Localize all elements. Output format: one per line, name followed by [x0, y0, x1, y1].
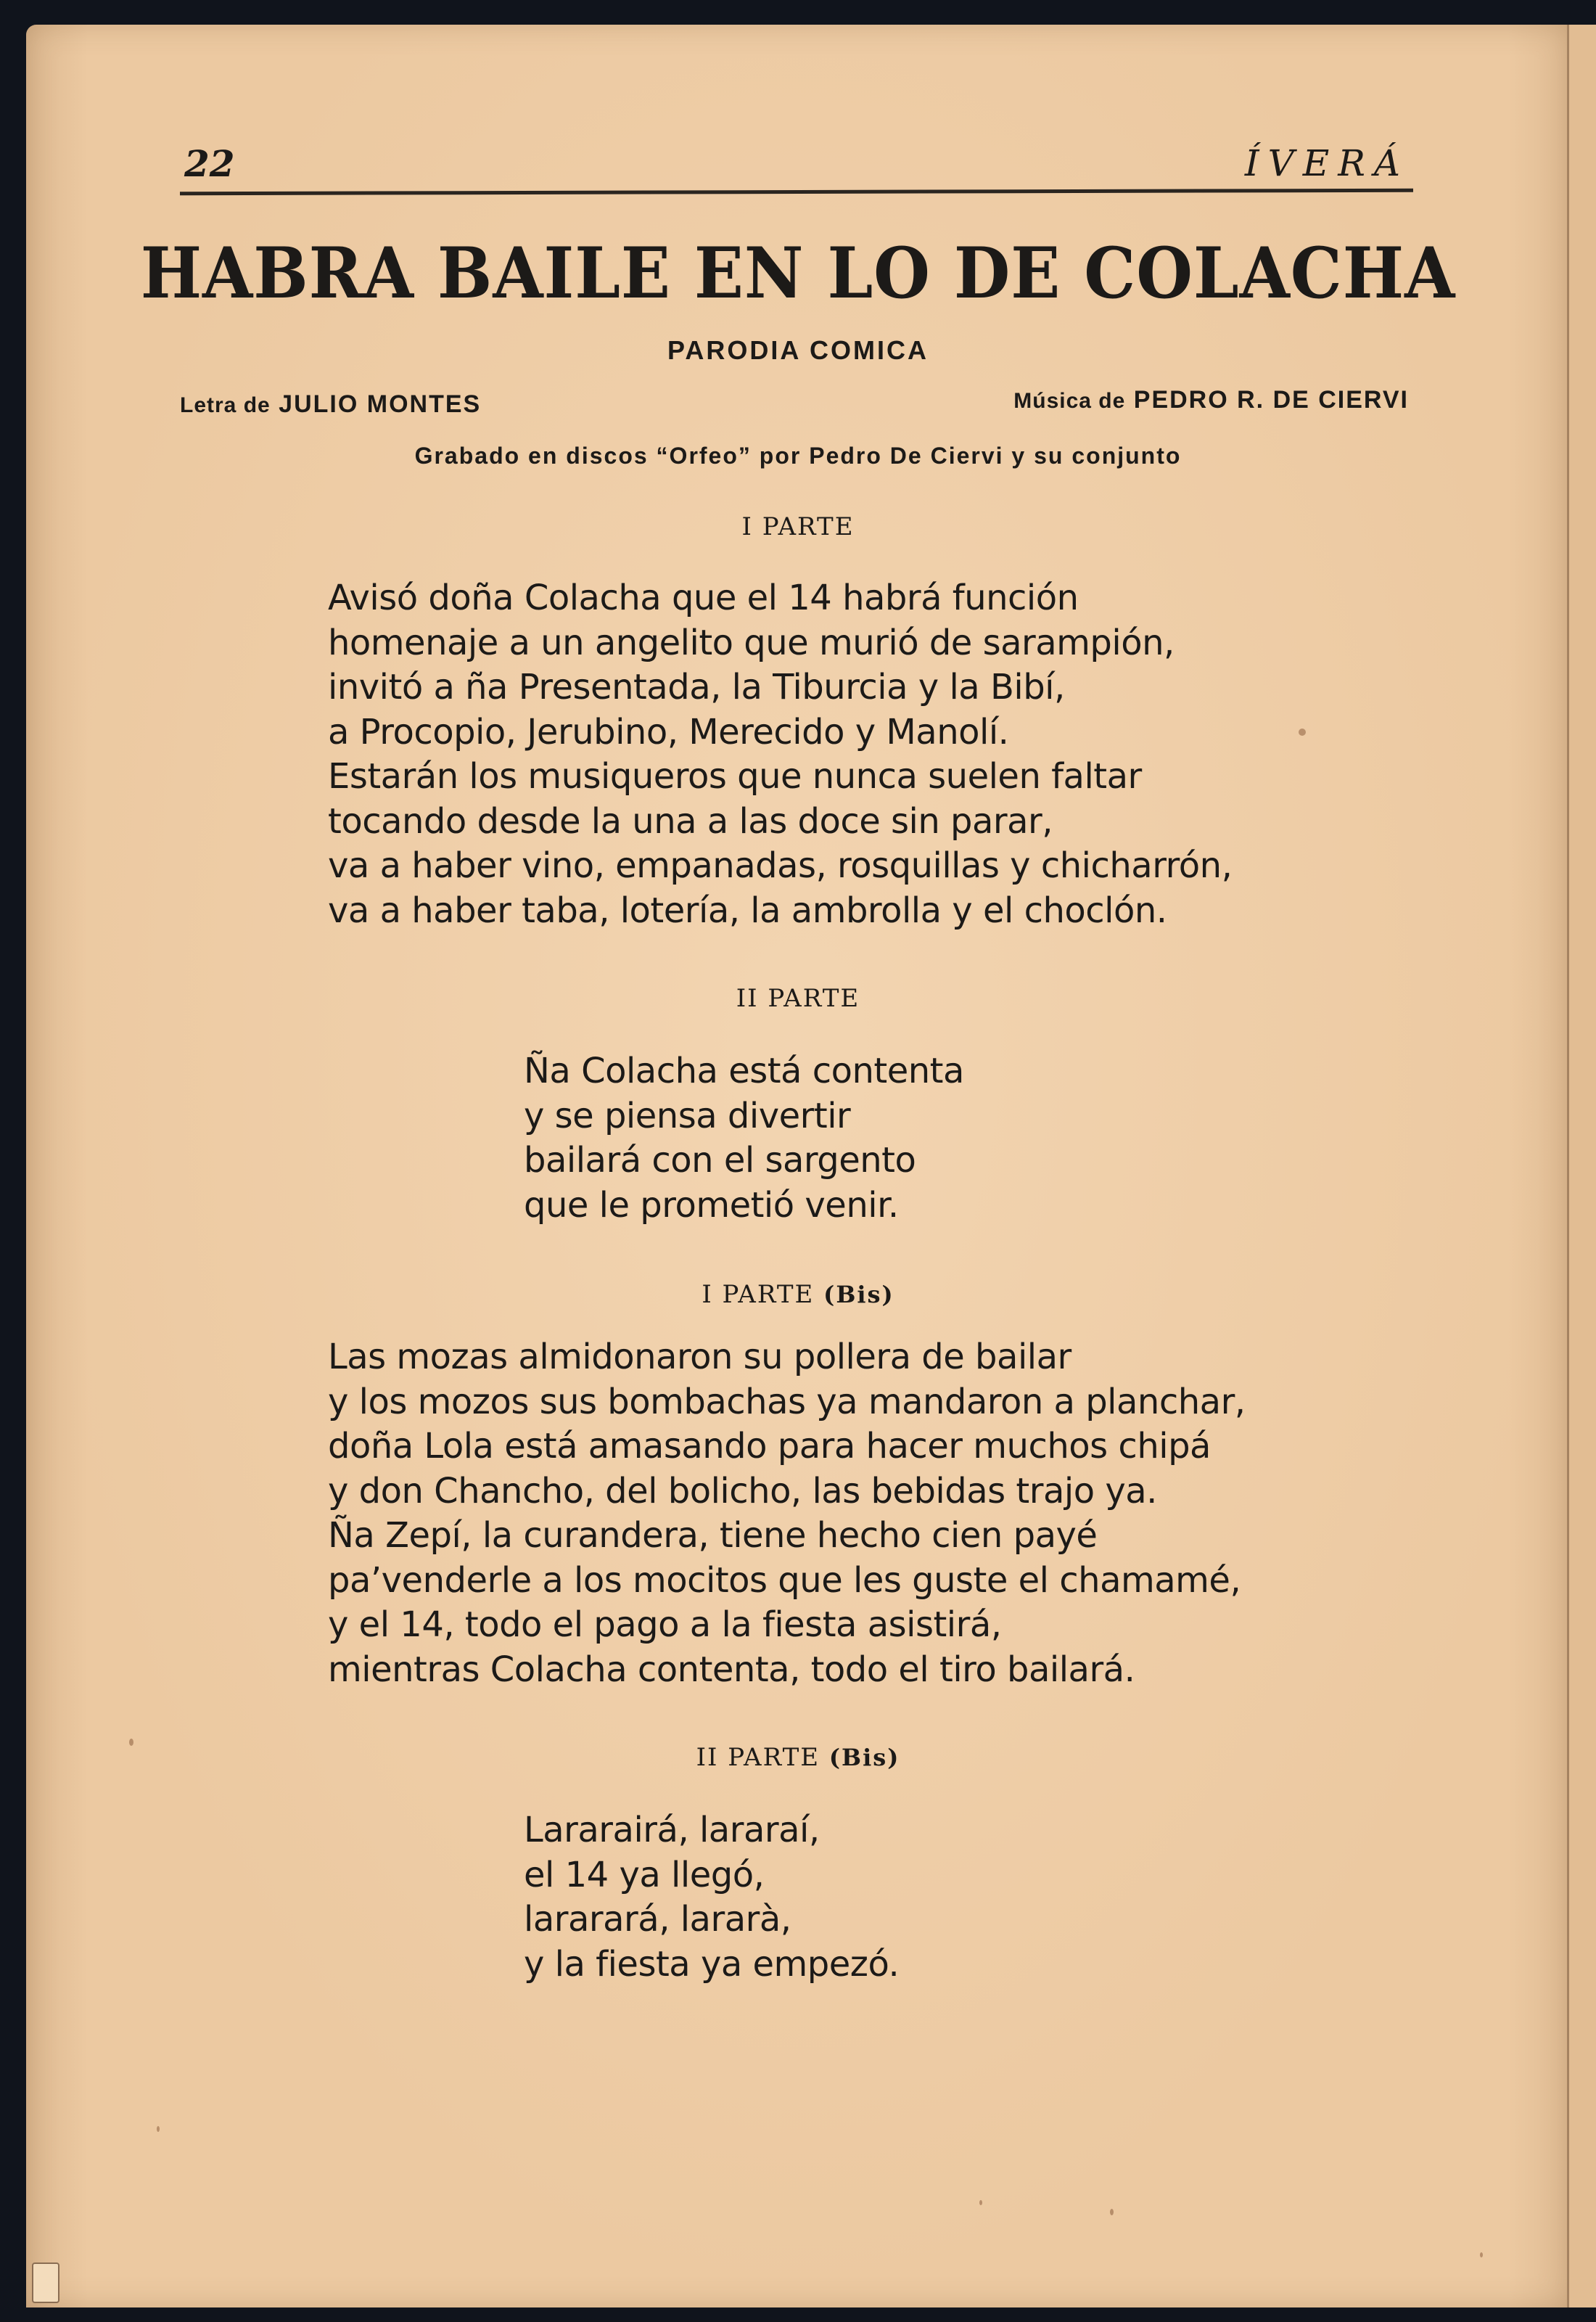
lyric-line: y se piensa divertir	[524, 1095, 851, 1136]
lyric-line: homenaje a un angelito que murió de sarampión,	[328, 622, 1175, 663]
lyric-line: lararará, lararà,	[524, 1899, 791, 1940]
lyric-line: Estarán los musiqueros que nunca suelen faltar	[328, 756, 1142, 797]
song-subtitle: PARODIA COMICA	[667, 335, 929, 365]
lyric-line: pa’venderle a los mocitos que les guste el chamamé,	[328, 1559, 1241, 1601]
section-bis-label: (Bis)	[828, 1744, 900, 1771]
lyric-line: a Procopio, Jerubino, Merecido y Manolí.	[328, 711, 1009, 752]
section-heading-text: I PARTE	[741, 512, 855, 541]
song-title: HABRA BAILE EN LO DE COLACHA	[140, 232, 1456, 314]
lyric-line: Ña Zepí, la curandera, tiene hecho cien payé	[328, 1515, 1098, 1556]
lyric-line: el 14 ya llegó,	[524, 1854, 765, 1895]
music-credit	[1013, 386, 1409, 414]
lyric-line: doña Lola está amasando para hacer muchos chipá	[328, 1426, 1211, 1466]
lyric-line: y la fiesta ya empezó.	[524, 1943, 900, 1985]
lyric-line: que le prometió venir.	[524, 1184, 899, 1226]
section-heading-text: II PARTE	[696, 1743, 820, 1772]
lyric-line: va a haber taba, lotería, la ambrolla y el choclón.	[328, 890, 1167, 931]
lyric-line: tocando desde la una a las doce sin parar,	[328, 800, 1053, 842]
paper-speck	[129, 1739, 133, 1746]
lyric-line: y el 14, todo el pago a la fiesta asistirá,	[328, 1604, 1002, 1645]
page-gutter	[1567, 25, 1596, 2307]
lyric-line: y los mozos sus bombachas ya mandaron a planchar,	[328, 1381, 1246, 1422]
composer-name: PEDRO R. DE CIERVI	[1133, 386, 1409, 414]
section-bis-label: (Bis)	[823, 1281, 894, 1308]
running-title: ÍVERÁ	[1244, 142, 1409, 184]
stanza-2	[524, 1049, 964, 1228]
paper-speck	[1299, 729, 1306, 736]
lyric-line: Lararairá, lararaí,	[524, 1810, 820, 1850]
lyric-line: bailará con el sargento	[524, 1140, 916, 1181]
stanza-1	[328, 576, 1232, 933]
music-credit-prefix: Música de	[1013, 389, 1126, 413]
lyricist-name: JULIO MONTES	[279, 390, 482, 418]
section-heading-text: I PARTE	[702, 1280, 815, 1309]
section-heading-1	[0, 512, 1596, 541]
stanza-3	[328, 1335, 1246, 1692]
lyric-line: Avisó doña Colacha que el 14 habrá función	[328, 578, 1079, 618]
section-heading-3	[0, 1280, 1596, 1309]
lyric-line: y don Chancho, del bolicho, las bebidas trajo ya.	[328, 1470, 1157, 1511]
paper-speck	[157, 2126, 160, 2132]
lyric-line: Ña Colacha está contenta	[524, 1051, 964, 1091]
paper-speck	[1110, 2209, 1114, 2215]
lyric-line: mientras Colacha contenta, todo el tiro bailará.	[328, 1649, 1135, 1690]
lyrics-credit-prefix: Letra de	[180, 393, 271, 417]
torn-corner	[32, 2262, 59, 2303]
section-heading-text: II PARTE	[736, 984, 860, 1013]
lyrics-credit	[180, 390, 481, 419]
section-heading-4	[0, 1743, 1596, 1772]
paper-speck	[1480, 2252, 1483, 2257]
lyric-line: Las mozas almidonaron su pollera de bailar	[328, 1337, 1071, 1377]
recording-note: Grabado en discos “Orfeo” por Pedro De Ciervi y su conjunto	[414, 443, 1182, 469]
section-heading-2	[0, 984, 1596, 1013]
stanza-4	[524, 1808, 899, 1987]
lyric-line: invitó a ña Presentada, la Tiburcia y la Bibí,	[328, 667, 1065, 707]
paper-speck	[979, 2200, 982, 2205]
lyric-line: va a haber vino, empanadas, rosquillas y chicharrón,	[328, 845, 1233, 886]
page-number: 22	[184, 142, 235, 185]
